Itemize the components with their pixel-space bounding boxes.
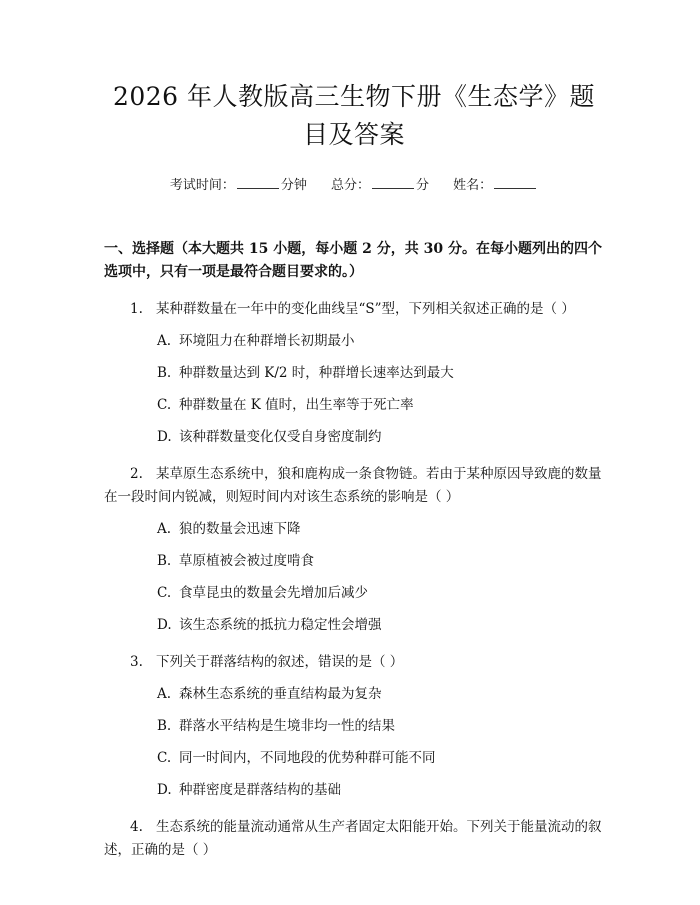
question-4 xyxy=(104,816,604,862)
option-text: 种群密度是群落结构的基础 xyxy=(179,782,341,798)
option-letter: B. xyxy=(157,365,172,381)
option-letter: C. xyxy=(157,750,172,766)
question-number: 1. xyxy=(130,301,143,317)
question-number: 3. xyxy=(130,654,143,670)
question-3 xyxy=(104,651,604,674)
option-text: 该生态系统的抵抗力稳定性会增强 xyxy=(179,617,382,633)
question-text: 某草原生态系统中，狼和鹿构成一条食物链。若由于某种原因导致鹿的数量在一段时间内锐减，则短时间内对该生态系统的影响是（ ） xyxy=(104,466,602,505)
page-title: 2026 年人教版高三生物下册《生态学》题目及答案 xyxy=(112,82,596,149)
option-1c xyxy=(104,394,604,417)
exam-time xyxy=(170,176,307,196)
option-letter: D. xyxy=(157,617,172,633)
option-1d xyxy=(104,426,604,449)
option-text: 群落水平结构是生境非均一性的结果 xyxy=(179,718,395,734)
option-text: 种群数量在 K 值时，出生率等于死亡率 xyxy=(179,397,414,413)
option-letter: D. xyxy=(157,782,172,798)
option-letter: A. xyxy=(157,686,172,702)
option-1a xyxy=(104,330,604,353)
option-1b xyxy=(104,362,604,385)
exam-info xyxy=(104,176,604,196)
total-score xyxy=(331,176,429,196)
option-letter: B. xyxy=(157,553,172,569)
question-text: 下列关于群落结构的叙述，错误的是（ ） xyxy=(156,654,404,670)
option-letter: A. xyxy=(157,521,172,537)
option-3a xyxy=(104,683,604,706)
option-2c xyxy=(104,582,604,605)
option-2b xyxy=(104,550,604,573)
option-text: 狼的数量会迅速下降 xyxy=(179,521,301,537)
student-name-blank xyxy=(494,176,536,189)
option-letter: D. xyxy=(157,429,172,445)
option-letter: A. xyxy=(157,333,172,349)
option-text: 草原植被会被过度啃食 xyxy=(179,553,314,569)
option-2d xyxy=(104,614,604,637)
question-number: 2. xyxy=(130,466,143,482)
option-text: 食草昆虫的数量会先增加后减少 xyxy=(179,585,368,601)
section-heading: 一、选择题（本大题共 15 小题，每小题 2 分，共 30 分。在每小题列出的四个选项中，只有一项是最符合题目要求的。） xyxy=(104,241,602,280)
student-name-label: 姓名： xyxy=(453,178,493,193)
question-text: 某种群数量在一年中的变化曲线呈“S”型，下列相关叙述正确的是（ ） xyxy=(156,301,575,317)
option-letter: C. xyxy=(157,397,172,413)
option-2a xyxy=(104,518,604,541)
option-3d xyxy=(104,779,604,802)
option-letter: B. xyxy=(157,718,172,734)
question-2 xyxy=(104,463,604,509)
student-name xyxy=(453,176,538,196)
option-text: 环境阻力在种群增长初期最小 xyxy=(179,333,355,349)
exam-time-label: 考试时间： xyxy=(169,178,235,193)
total-score-blank xyxy=(372,176,414,189)
exam-time-unit: 分钟 xyxy=(280,178,307,193)
option-text: 种群数量达到 K/2 时，种群增长速率达到最大 xyxy=(179,365,454,381)
question-number: 4. xyxy=(130,819,143,835)
total-score-unit: 分 xyxy=(416,178,430,193)
option-3b xyxy=(104,715,604,738)
exam-time-blank xyxy=(237,176,279,189)
question-1 xyxy=(104,298,604,321)
option-text: 同一时间内，不同地段的优势种群可能不同 xyxy=(179,750,436,766)
option-3c xyxy=(104,747,604,770)
option-text: 该种群数量变化仅受自身密度制约 xyxy=(179,429,382,445)
option-letter: C. xyxy=(157,585,172,601)
question-text: 生态系统的能量流动通常从生产者固定太阳能开始。下列关于能量流动的叙述，正确的是（ ） xyxy=(104,819,602,858)
option-text: 森林生态系统的垂直结构最为复杂 xyxy=(179,686,382,702)
total-score-label: 总分： xyxy=(330,178,370,193)
